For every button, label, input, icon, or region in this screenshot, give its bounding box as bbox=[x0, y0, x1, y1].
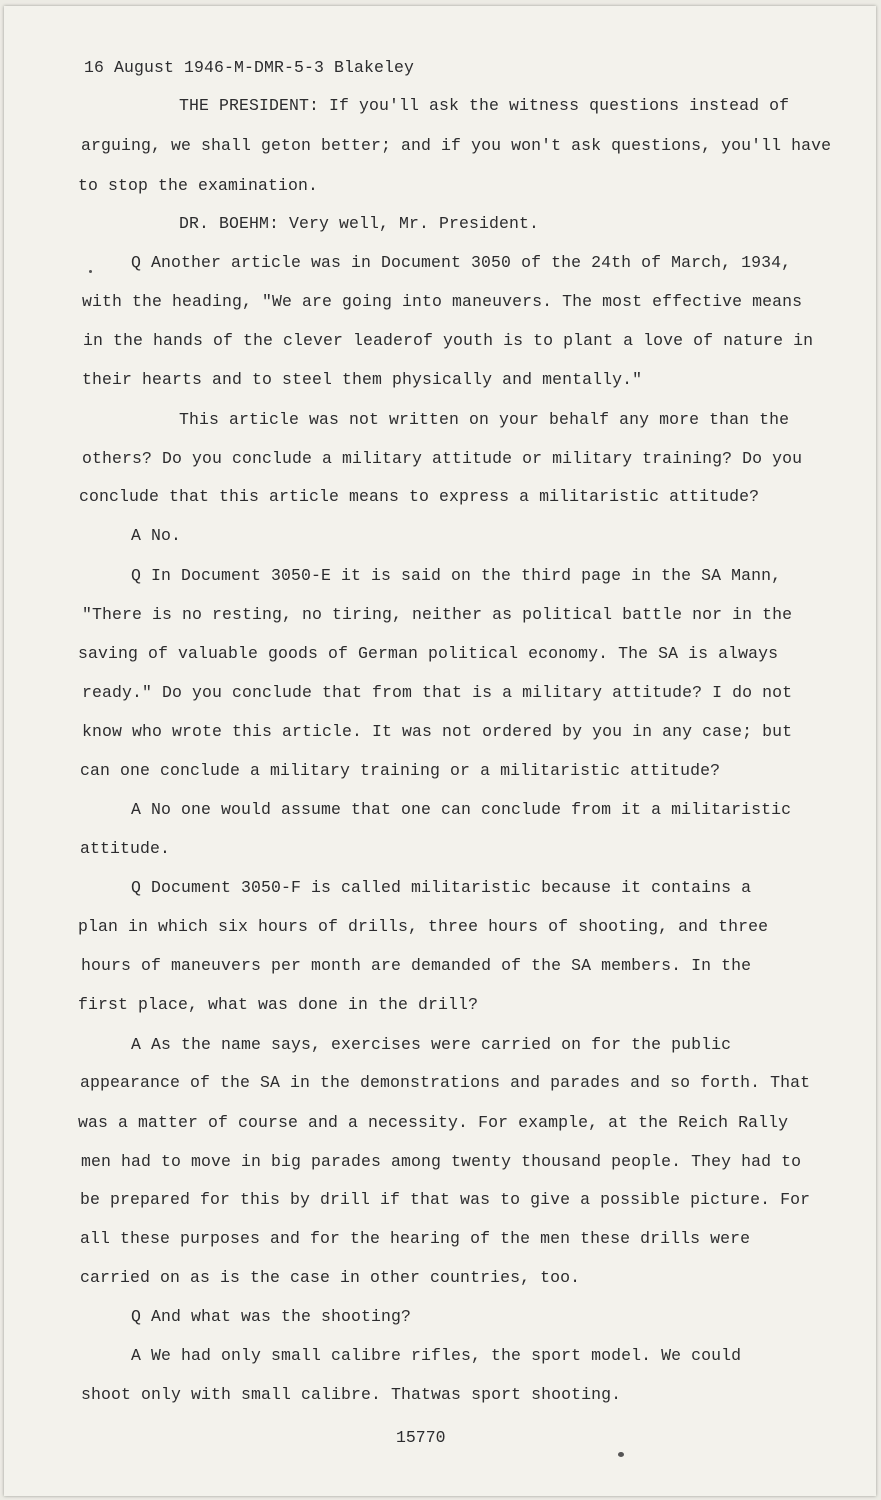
text-line: others? Do you conclude a military attitude or military training? Do you bbox=[82, 449, 803, 468]
stray-mark bbox=[89, 270, 92, 273]
text-line: shoot only with small calibre. Thatwas sport shooting. bbox=[81, 1385, 622, 1404]
text-line: can one conclude a military training or a militaristic attitude? bbox=[80, 761, 721, 780]
stray-mark bbox=[618, 1452, 624, 1457]
text-line: carried on as is the case in other countries, too. bbox=[80, 1268, 581, 1287]
text-line: arguing, we shall geton better; and if you won't ask questions, you'll have bbox=[81, 136, 832, 155]
document-page bbox=[4, 6, 876, 1496]
transcript-text bbox=[4, 6, 876, 1496]
text-line: conclude that this article means to express a militaristic attitude? bbox=[79, 487, 760, 506]
text-line: first place, what was done in the drill? bbox=[78, 995, 479, 1014]
text-line: "There is no resting, no tiring, neither as political battle nor in the bbox=[82, 605, 793, 624]
page-number: 15770 bbox=[396, 1428, 446, 1447]
text-line: DR. BOEHM: Very well, Mr. President. bbox=[179, 214, 540, 233]
header-line: 16 August 1946-M-DMR-5-3 Blakeley bbox=[84, 58, 415, 77]
text-line: Q Document 3050-F is called militaristic because it contains a bbox=[131, 878, 752, 897]
text-line: be prepared for this by drill if that was to give a possible picture. For bbox=[80, 1190, 811, 1209]
text-line: to stop the examination. bbox=[78, 176, 319, 195]
text-line: plan in which six hours of drills, three hours of shooting, and three bbox=[78, 917, 769, 936]
text-line: appearance of the SA in the demonstrations and parades and so forth. That bbox=[80, 1073, 811, 1092]
text-line: THE PRESIDENT: If you'll ask the witness questions instead of bbox=[179, 96, 790, 115]
text-line: A No. bbox=[131, 526, 182, 545]
text-line: all these purposes and for the hearing of the men these drills were bbox=[80, 1229, 751, 1248]
text-line: This article was not written on your behalf any more than the bbox=[179, 410, 790, 429]
text-line: with the heading, "We are going into maneuvers. The most effective means bbox=[82, 292, 803, 311]
text-line: know who wrote this article. It was not ordered by you in any case; but bbox=[82, 722, 793, 741]
text-line: their hearts and to steel them physically and mentally." bbox=[82, 370, 643, 389]
text-line: A No one would assume that one can conclude from it a militaristic bbox=[131, 800, 792, 819]
text-line: attitude. bbox=[80, 839, 171, 858]
text-line: Q In Document 3050-E it is said on the third page in the SA Mann, bbox=[131, 566, 782, 585]
text-line: A We had only small calibre rifles, the sport model. We could bbox=[131, 1346, 742, 1365]
text-line: ready." Do you conclude that from that is a military attitude? I do not bbox=[82, 683, 793, 702]
text-line: in the hands of the clever leaderof youth is to plant a love of nature in bbox=[83, 331, 814, 350]
text-line: A As the name says, exercises were carried on for the public bbox=[131, 1035, 732, 1054]
text-line: Q And what was the shooting? bbox=[131, 1307, 412, 1326]
text-line: saving of valuable goods of German political economy. The SA is always bbox=[78, 644, 779, 663]
text-line: was a matter of course and a necessity. For example, at the Reich Rally bbox=[78, 1113, 789, 1132]
text-line: men had to move in big parades among twenty thousand people. They had to bbox=[81, 1152, 802, 1171]
text-line: Q Another article was in Document 3050 of the 24th of March, 1934, bbox=[131, 253, 792, 272]
text-line: hours of maneuvers per month are demanded of the SA members. In the bbox=[81, 956, 752, 975]
